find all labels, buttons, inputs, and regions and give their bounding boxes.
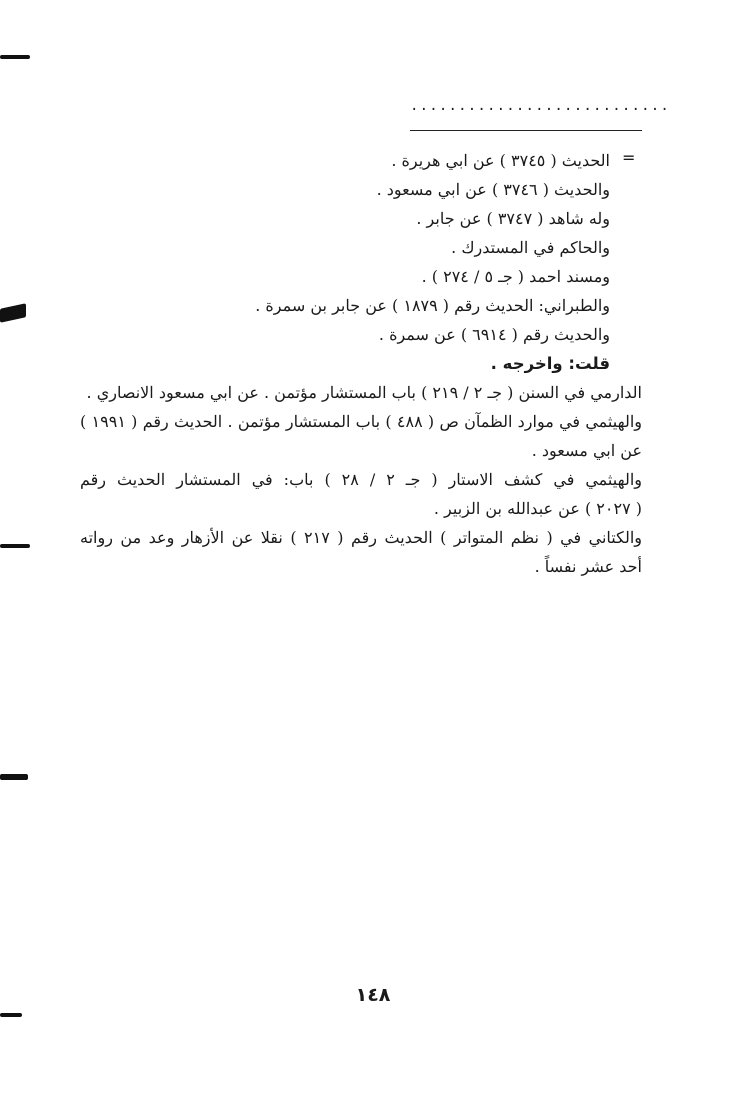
footnote-line: أحد عشر نفساً .: [534, 557, 642, 576]
continuation-marker: =: [622, 148, 636, 167]
footnote-line: ( ٢٠٢٧ ) عن عبدالله بن الزبير .: [433, 499, 642, 518]
scan-mark: [0, 1013, 22, 1017]
scan-mark: [0, 544, 30, 548]
footnote-line: والحديث رقم ( ٦٩١٤ ) عن سمرة .: [378, 325, 610, 344]
leader-dots: ...........................: [410, 98, 670, 114]
footnote-divider: [410, 130, 642, 131]
footnote-line: الحديث ( ٣٧٤٥ ) عن ابي هريرة .: [391, 151, 610, 170]
footnote-text: [80, 146, 642, 581]
footnote-line: والكتاني في ( نظم المتواتر ) الحديث رقم ( ٢١٧ ) نقلا عن الأزهار وعد من رواته: [80, 528, 642, 547]
footnote-line: والهيثمي في موارد الظمآن ص ( ٤٨٨ ) باب المستشار مؤتمن . الحديث رقم ( ١٩٩١ ): [80, 412, 643, 431]
footnote-line: الدارمي في السنن ( جـ ٢ / ٢١٩ ) باب المستشار مؤتمن . عن ابي مسعود الانصاري .: [86, 383, 642, 402]
scan-mark: [0, 774, 28, 780]
page-number: ١٤٨: [355, 984, 391, 1006]
footnote-line: والهيثمي في كشف الاستار ( جـ ٢ / ٢٨ ) باب: في المستشار الحديث رقم: [80, 470, 643, 489]
footnote-heading: قلت: واخرجه .: [490, 354, 610, 373]
footnote-line: والطبراني: الحديث رقم ( ١٨٧٩ ) عن جابر بن سمرة .: [255, 296, 610, 315]
footnote-line: والحاكم في المستدرك .: [451, 238, 610, 257]
footnote-line: والحديث ( ٣٧٤٦ ) عن ابي مسعود .: [376, 180, 610, 199]
scan-mark: [0, 55, 30, 59]
scan-mark: [0, 303, 26, 323]
footnote-line: عن ابي مسعود .: [531, 441, 642, 460]
footnote-line: وله شاهد ( ٣٧٤٧ ) عن جابر .: [416, 209, 610, 228]
footnote-line: ومسند احمد ( جـ ٥ / ٢٧٤ ) .: [421, 267, 610, 286]
